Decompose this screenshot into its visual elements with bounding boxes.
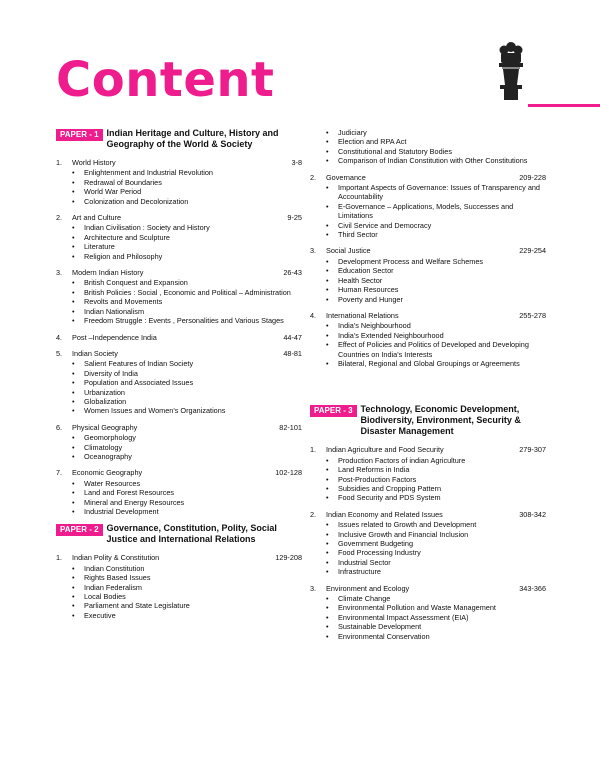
- subtopic: • Freedom Struggle : Events , Personalities and Various Stages: [72, 316, 302, 325]
- subtopic: • Land and Forest Resources: [72, 488, 302, 497]
- entry-number: 3.: [310, 246, 317, 256]
- subtopic-list: [310, 257, 546, 304]
- entry-number: 1.: [310, 445, 317, 455]
- subtopic: • Indian Constitution: [72, 564, 302, 573]
- subtopic: • India's Extended Neighbourhood: [326, 331, 546, 340]
- toc-entry: [56, 468, 302, 516]
- subtopic: • Literature: [72, 242, 302, 251]
- subtopic-list: [310, 456, 546, 503]
- subtopic: • Civil Service and Democracy: [326, 221, 546, 230]
- subtopic: • Population and Associated Issues: [72, 378, 302, 387]
- entry-pages: 26-43: [283, 268, 302, 278]
- entry-pages: 308-342: [519, 509, 546, 519]
- subtopic-list: [56, 278, 302, 325]
- paper-1-heading: [56, 128, 302, 150]
- subtopic: • Women Issues and Women's Organizations: [72, 406, 302, 415]
- toc-entry-continued: [310, 128, 546, 166]
- subtopic: • Post-Production Factors: [326, 475, 546, 484]
- subtopic: • Indian Nationalism: [72, 307, 302, 316]
- subtopic-list: [310, 594, 546, 641]
- subtopic-list: [56, 223, 302, 261]
- subtopic: • Issues related to Growth and Development: [326, 520, 546, 529]
- subtopic: • Architecture and Sculpture: [72, 233, 302, 242]
- toc-entry: [56, 158, 302, 206]
- entry-title: Art and Culture: [72, 213, 122, 223]
- paper-badge: PAPER - 1: [56, 129, 103, 141]
- subtopic: • Effect of Policies and Politics of Developed and Developing Countries on India's Interests: [326, 340, 546, 359]
- paper-title: Technology, Economic Development, Biodiversity, Environment, Security & Disaster Management: [360, 404, 521, 437]
- toc-entry: [310, 173, 546, 240]
- subtopic: • Election and RPA Act: [326, 137, 546, 146]
- toc-entry: [310, 311, 546, 368]
- entry-title: Indian Agriculture and Food Security: [326, 445, 444, 455]
- subtopic: • Health Sector: [326, 276, 546, 285]
- entry-pages: 9-25: [287, 213, 302, 223]
- subtopic: • Judiciary: [326, 128, 546, 137]
- entry-pages: 279-307: [519, 445, 546, 455]
- subtopic: • Subsidies and Cropping Pattern: [326, 484, 546, 493]
- subtopic: • Geomorphology: [72, 433, 302, 442]
- subtopic-list: [56, 479, 302, 517]
- subtopic: • Water Resources: [72, 479, 302, 488]
- header-rule: [528, 104, 600, 107]
- toc-entry: [56, 349, 302, 416]
- entry-number: 2.: [310, 172, 317, 182]
- entry-pages: 44-47: [283, 332, 302, 342]
- subtopic: • Third Sector: [326, 230, 546, 239]
- entry-pages: 255-278: [519, 310, 546, 320]
- contents-right-column: [310, 128, 546, 648]
- subtopic: • World War Period: [72, 187, 302, 196]
- entry-pages: 129-208: [275, 553, 302, 563]
- subtopic: • Redrawal of Boundaries: [72, 178, 302, 187]
- entry-number: 7.: [56, 468, 63, 478]
- paper-2-heading: [56, 523, 302, 545]
- subtopic: • Comparison of Indian Constitution with Other Constitutions: [326, 156, 546, 165]
- entry-title: Indian Economy and Related Issues: [326, 509, 443, 519]
- subtopic: • Climatology: [72, 443, 302, 452]
- toc-entry: [310, 510, 546, 577]
- subtopic: • Government Budgeting: [326, 539, 546, 548]
- subtopic: • Urbanization: [72, 388, 302, 397]
- subtopic: • Enlightenment and Industrial Revolution: [72, 168, 302, 177]
- subtopic: • Infrastructure: [326, 567, 546, 576]
- subtopic: • Development Process and Welfare Schemes: [326, 257, 546, 266]
- toc-entry: [56, 268, 302, 325]
- subtopic: • Religion and Philosophy: [72, 252, 302, 261]
- subtopic: • Climate Change: [326, 594, 546, 603]
- toc-entry: [56, 423, 302, 462]
- entry-title: Governance: [326, 172, 366, 182]
- subtopic: • Mineral and Energy Resources: [72, 498, 302, 507]
- entry-number: 2.: [56, 213, 63, 223]
- subtopic: • Important Aspects of Governance: Issues of Transparency and Accountability: [326, 183, 546, 202]
- entry-pages: 48-81: [283, 348, 302, 358]
- page-title: Content: [56, 52, 275, 108]
- entry-pages: 343-366: [519, 583, 546, 593]
- entry-title: World History: [72, 158, 116, 167]
- subtopic: • Rights Based Issues: [72, 573, 302, 582]
- subtopic-list: [310, 321, 546, 368]
- paper-badge: PAPER - 2: [56, 524, 103, 536]
- entry-title: Environment and Ecology: [326, 583, 410, 593]
- toc-entry: [310, 246, 546, 303]
- subtopic: • Education Sector: [326, 266, 546, 275]
- entry-number: 4.: [56, 332, 63, 342]
- subtopic: • Land Reforms in India: [326, 465, 546, 474]
- entry-title: Post –Independence India: [72, 332, 157, 342]
- entry-title: Physical Geography: [72, 422, 138, 432]
- entry-title: Indian Polity & Constitution: [72, 553, 160, 563]
- subtopic: • British Policies : Social , Economic and Political – Administration: [72, 288, 302, 297]
- subtopic: • Industrial Sector: [326, 558, 546, 567]
- entry-title: Modern Indian History: [72, 268, 144, 278]
- subtopic: • Environmental Impact Assessment (EIA): [326, 613, 546, 622]
- subtopic-list: [56, 564, 302, 620]
- subtopic: • Executive: [72, 611, 302, 620]
- subtopic: • Environmental Pollution and Waste Management: [326, 603, 546, 612]
- subtopic-list: [56, 359, 302, 415]
- toc-entry: [56, 213, 302, 261]
- entry-title: International Relations: [326, 310, 399, 320]
- subtopic: • Human Resources: [326, 285, 546, 294]
- paper-title: Indian Heritage and Culture, History and Geography of the World & Society: [106, 128, 279, 149]
- entry-number: 3.: [56, 268, 63, 278]
- entry-number: 5.: [56, 348, 63, 358]
- paper-title: Governance, Constitution, Polity, Social Justice and International Relations: [106, 523, 277, 545]
- entry-pages: 3-8: [291, 158, 302, 167]
- entry-number: 3.: [310, 583, 317, 593]
- subtopic: • Inclusive Growth and Financial Inclusion: [326, 530, 546, 539]
- entry-pages: 82-101: [279, 422, 302, 432]
- subtopic: • Production Factors of indian Agriculture: [326, 456, 546, 465]
- subtopic-list: [310, 520, 546, 576]
- entry-number: 4.: [310, 310, 317, 320]
- subtopic: • Constitutional and Statutory Bodies: [326, 147, 546, 156]
- entry-number: 2.: [310, 509, 317, 519]
- subtopic-list: [310, 183, 546, 239]
- subtopic: • Indian Federalism: [72, 583, 302, 592]
- subtopic: • Salient Features of Indian Society: [72, 359, 302, 368]
- paper-3-heading: [310, 404, 546, 437]
- subtopic-list: [56, 168, 302, 206]
- subtopic: • Sustainable Development: [326, 622, 546, 631]
- subtopic: • Bilateral, Regional and Global Groupings or Agreements: [326, 359, 546, 368]
- entry-number: 6.: [56, 422, 63, 432]
- subtopic: • Parliament and State Legislature: [72, 601, 302, 610]
- contents-left-column: [56, 128, 302, 627]
- entry-pages: 229-254: [519, 246, 546, 256]
- entry-number: 1.: [56, 553, 63, 563]
- paper-badge: PAPER - 3: [310, 405, 357, 417]
- subtopic: • Food Security and PDS System: [326, 493, 546, 502]
- entry-pages: 209-228: [519, 172, 546, 182]
- toc-entry: [56, 333, 302, 342]
- subtopic-list: [310, 128, 546, 166]
- subtopic: • India's Neighbourhood: [326, 321, 546, 330]
- subtopic: • British Conquest and Expansion: [72, 278, 302, 287]
- subtopic: • Environmental Conservation: [326, 632, 546, 641]
- subtopic: • Diversity of India: [72, 369, 302, 378]
- subtopic-list: [56, 433, 302, 461]
- entry-title: Economic Geography: [72, 468, 143, 478]
- subtopic: • E-Governance – Applications, Models, Successes and Limitations: [326, 202, 546, 221]
- subtopic: • Food Processing Industry: [326, 548, 546, 557]
- toc-entry: [56, 553, 302, 620]
- toc-entry: [310, 445, 546, 502]
- subtopic: • Globalization: [72, 397, 302, 406]
- entry-title: Indian Society: [72, 348, 118, 358]
- subtopic: • Local Bodies: [72, 592, 302, 601]
- subtopic: • Industrial Development: [72, 507, 302, 516]
- entry-number: 1.: [56, 158, 63, 167]
- subtopic: • Poverty and Hunger: [326, 295, 546, 304]
- national-emblem-icon: [494, 40, 528, 100]
- subtopic: • Indian Civilisation : Society and History: [72, 223, 302, 232]
- subtopic: • Colonization and Decolonization: [72, 197, 302, 206]
- subtopic: • Oceanography: [72, 452, 302, 461]
- subtopic: • Revolts and Movements: [72, 297, 302, 306]
- toc-entry: [310, 584, 546, 641]
- entry-pages: 102-128: [275, 468, 302, 478]
- entry-title: Social Justice: [326, 246, 371, 256]
